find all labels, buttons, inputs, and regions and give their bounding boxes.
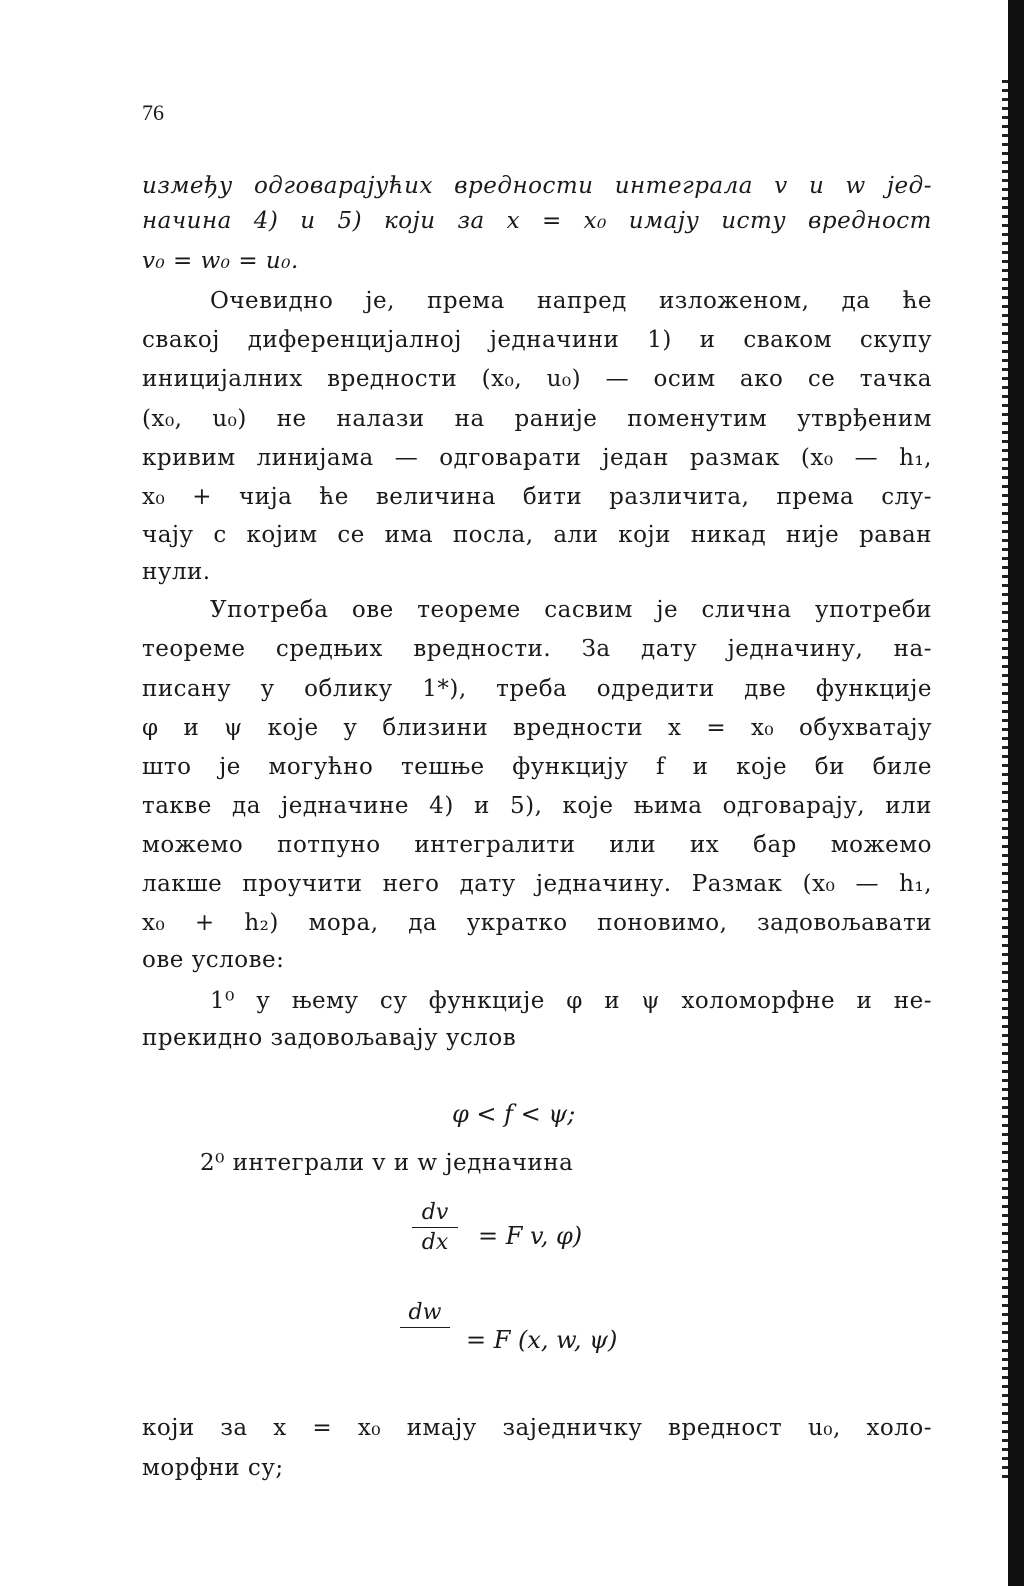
text-line: (x₀, u₀) не налази на раније поменутим утврђеним	[142, 406, 932, 432]
text-line: 1⁰ у њему су функције φ и ψ холоморфне и не-	[210, 988, 932, 1014]
text-line: Очевидно је, према напред изложеном, да ће	[210, 288, 932, 314]
scan-edge	[1008, 0, 1024, 1586]
text-line: φ и ψ које у близини вредности x = x₀ обухватају	[142, 715, 932, 741]
text-line: свакој диференцијалној једначини 1) и сваком скупу	[142, 327, 932, 353]
text-line: који за x = x₀ имају заједничку вредност u₀, холо-	[142, 1415, 932, 1441]
text-line: чају с којим се има посла, али који никад није раван	[142, 522, 932, 548]
inequality-formula: φ < f < ψ;	[452, 1100, 576, 1128]
text-line: што је могућно тешње функцију f и које би биле	[142, 754, 932, 780]
fraction-bar	[412, 1227, 458, 1228]
text-line: иницијалних вредности (x₀, u₀) — осим ако се тачка	[142, 366, 932, 392]
text-line: такве да једначине 4) и 5), које њима одговарају, или	[142, 793, 932, 819]
text-line: нули.	[142, 559, 211, 585]
text-line: x₀ + чија ће величина бити различита, према слу-	[142, 484, 932, 510]
equation-1-numerator: dv	[421, 1200, 449, 1225]
text-line: можемо потпуно интегралити или их бар можемо	[142, 832, 932, 858]
text-line: лакше проучити него дату једначину. Размак (x₀ — h₁,	[142, 871, 932, 897]
text-line: кривим линијама — одговарати један размак (x₀ — h₁,	[142, 445, 932, 471]
text-line: између одговарајућих вредности интеграла v и w јед-	[142, 173, 932, 199]
equation-2-rhs: = F (x, w, ψ)	[466, 1326, 618, 1354]
equation-2-numerator: dw	[408, 1300, 442, 1325]
text-line: теореме средњих вредности. За дату једначину, на-	[142, 636, 932, 662]
text-line: писану у облику 1*), треба одредити две функције	[142, 676, 932, 702]
text-line: начина 4) и 5) који за x = x₀ имају исту вредност	[142, 208, 932, 234]
fraction-bar	[400, 1327, 450, 1328]
equation-1-fraction	[412, 1200, 458, 1255]
equation-1-rhs: = F v, φ)	[478, 1222, 583, 1250]
equation-2-fraction	[400, 1300, 450, 1330]
text-line: прекидно задовољавају услов	[142, 1025, 517, 1051]
text-line: x₀ + h₂) мора, да укратко поновимо, задовољавати	[142, 910, 932, 936]
text-line: Употреба ове теореме сасвим је слична употреби	[210, 597, 932, 623]
equation-1-denominator: dx	[421, 1230, 449, 1255]
text-line: v₀ = w₀ = u₀.	[142, 248, 299, 274]
text-line: 2⁰ интеграли v и w једначина	[200, 1150, 574, 1176]
text-line: морфни су;	[142, 1455, 284, 1481]
page-number: 76	[142, 100, 164, 125]
text-line: ове услове:	[142, 947, 285, 973]
